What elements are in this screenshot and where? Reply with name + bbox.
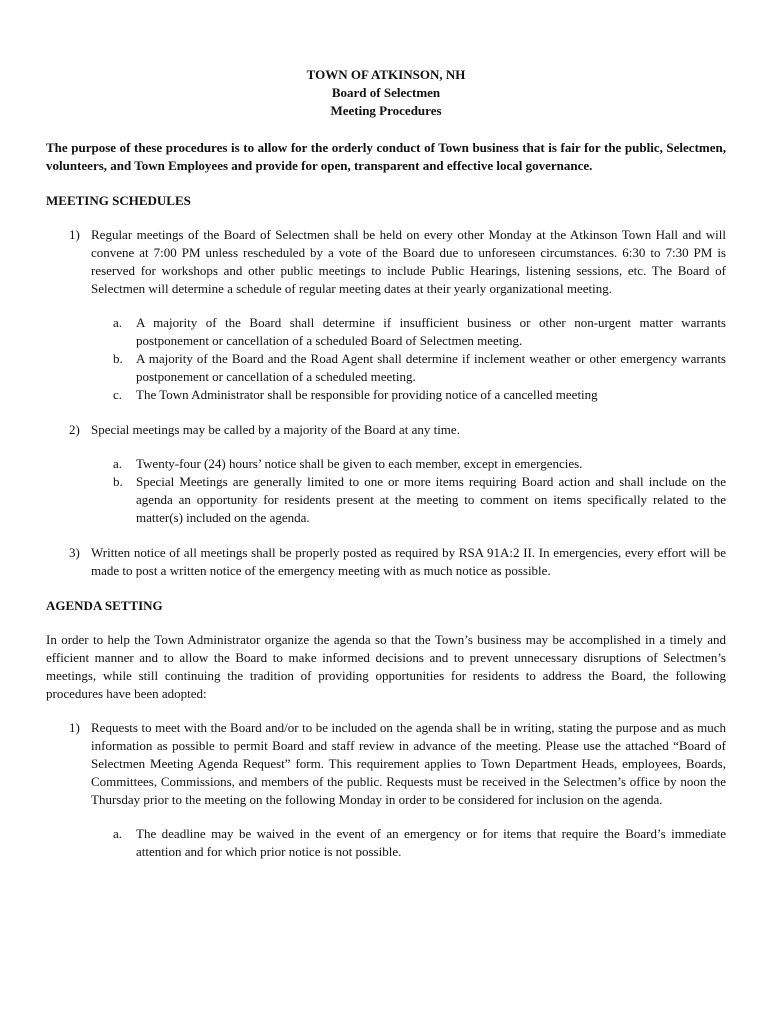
document-title: Meeting Procedures	[330, 103, 442, 118]
meeting-schedules-heading: MEETING SCHEDULES	[46, 193, 191, 208]
sublist	[91, 314, 726, 404]
sublist-item	[91, 473, 726, 527]
sublist-item-text: A majority of the Board shall determine if insufficient business or other non-urgent matter warrants postponement or cancellation of a scheduled Board of Selectmen meeting.	[136, 315, 726, 348]
agenda-setting-heading: AGENDA SETTING	[46, 598, 163, 613]
sublist-item-text: The Town Administrator shall be responsible for providing notice of a cancelled meeting	[136, 387, 598, 402]
sublist-marker: c.	[113, 387, 123, 402]
agenda-setting-intro: In order to help the Town Administrator organize the agenda so that the Town’s business may be accomplished in a timely and efficient manner and to allow the Board to make informed decisions and to prevent unnecessary disruptions of Selectmen’s meetings, while still continuing the tradition of providing opportunities for residents to address the Board, the following procedures have been adopted:	[46, 632, 726, 701]
list-item-text: Regular meetings of the Board of Selectmen shall be held on every other Monday at the Atkinson Town Hall and will convene at 7:00 PM unless rescheduled by a vote of the Board due to unforeseen circumstances. 6:30 to 7:30 PM is reserved for workshops and other public meetings to include Public Hearings, listening sessions, etc. The Board of Selectmen will determine a schedule of regular meeting dates at their yearly organizational meeting.	[91, 227, 726, 296]
sublist-marker: a.	[113, 456, 123, 471]
meeting-schedules-item-3	[46, 544, 726, 580]
sublist-item-text: Special Meetings are generally limited to one or more items requiring Board action and shall include on the agenda an opportunity for residents present at the meeting to comment on items specifically related to the matter(s) included on the agenda.	[136, 474, 726, 525]
list-item-text: Requests to meet with the Board and/or to be included on the agenda shall be in writing, stating the purpose and as much information as possible to permit Board and staff review in advance of the meeting. Please use the attached “Board of Selectmen Meeting Agenda Request” form. This requirement applies to Town Department Heads, employees, Boards, Committees, Commissions, and members of the public. Requests must be received in the Selectmen’s office by noon the Thursday prior to the meeting on the following Monday in order to be considered for inclusion on the agenda.	[91, 720, 726, 807]
list-marker: 1)	[69, 227, 80, 242]
document-title-block	[46, 66, 726, 120]
town-name: TOWN OF ATKINSON, NH	[306, 67, 466, 82]
sublist	[91, 455, 726, 527]
sublist-item	[91, 455, 726, 473]
sublist-marker: b.	[113, 474, 123, 489]
sublist-marker: a.	[113, 315, 123, 330]
list-marker: 3)	[69, 545, 80, 560]
agenda-setting-item-1	[46, 719, 726, 861]
sublist-item-text: The deadline may be waived in the event of an emergency or for items that require the Board’s immediate attention and for which prior notice is not possible.	[136, 826, 726, 859]
board-name: Board of Selectmen	[331, 85, 441, 100]
sublist-item	[91, 825, 726, 861]
list-marker: 2)	[69, 422, 80, 437]
sublist-item	[91, 386, 726, 404]
sublist-item-text: Twenty-four (24) hours’ notice shall be given to each member, except in emergencies.	[136, 456, 583, 471]
list-item-text: Written notice of all meetings shall be properly posted as required by RSA 91A:2 II. In emergencies, every effort will be made to post a written notice of the emergency meeting with as much notice as possible.	[91, 545, 726, 578]
list-item-text: Special meetings may be called by a majority of the Board at any time.	[91, 422, 460, 437]
meeting-schedules-list	[46, 226, 726, 580]
meeting-schedules-item-2	[46, 421, 726, 527]
sublist	[91, 825, 726, 861]
list-marker: 1)	[69, 720, 80, 735]
document-page	[46, 66, 726, 878]
purpose-statement: The purpose of these procedures is to allow for the orderly conduct of Town business that is fair for the public, Selectmen, volunteers, and Town Employees and provide for open, transparent and effective local governance.	[46, 140, 726, 173]
sublist-marker: a.	[113, 826, 123, 841]
sublist-item-text: A majority of the Board and the Road Agent shall determine if inclement weather or other emergency warrants postponement or cancellation of a scheduled meeting.	[136, 351, 726, 384]
meeting-schedules-item-1	[46, 226, 726, 404]
sublist-marker: b.	[113, 351, 123, 366]
agenda-setting-list	[46, 719, 726, 861]
sublist-item	[91, 314, 726, 350]
sublist-item	[91, 350, 726, 386]
